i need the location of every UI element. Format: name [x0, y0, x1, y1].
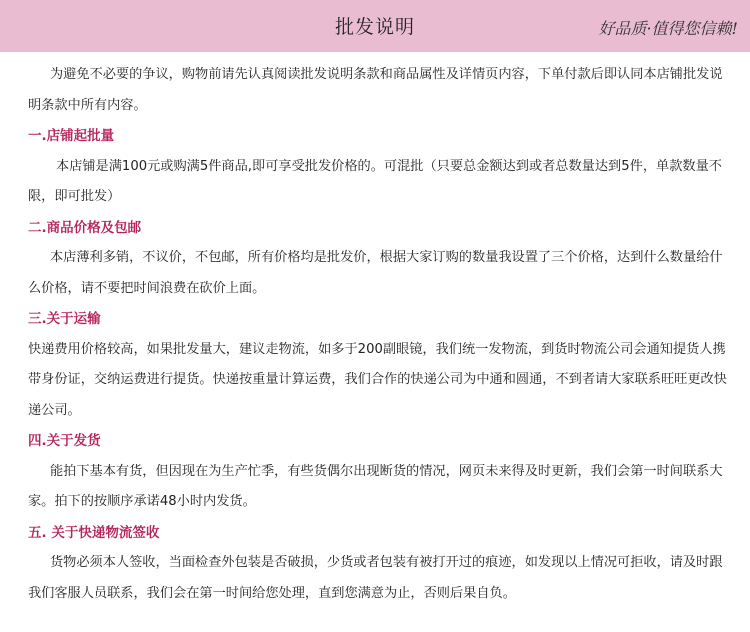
section-text-delivery: 能拍下基本有货，但因现在为生产忙季，有些货偶尔出现断货的情况，网页未来得及时更新，我们会第一时间联系大家。拍下的按顺序承诺48小时内发货。	[28, 463, 723, 509]
section-title-price-shipping: 二.商品价格及包邮	[28, 219, 142, 236]
page-title: 批发说明	[334, 16, 415, 38]
section-text-transport: 快递费用价格较高，如果批发量大，建议走物流，如多于200副眼镜，我们统一发物流，到货时物流公司会通知提货人携带身份证，交纳运费进行提货。快递按重量计算运费，我们合作的快递公司为中通和圆通，不到者请大家联系旺旺更改快递公司。	[28, 341, 727, 418]
section-text-min-order: 本店铺是满100元或购满5件商品,即可享受批发价格的。可混批（只要总金额达到或者总数量达到5件，单款数量不限，即可批发）	[28, 158, 722, 204]
section-text-price-shipping: 本店薄利多销，不议价，不包邮，所有价格均是批发价，根据大家订购的数量我设置了三个价格，达到什么数量给什么价格，请不要把时间浪费在砍价上面。	[28, 250, 723, 296]
section-text-signing: 货物必须本人签收，当面检查外包装是否破损，少货或者包装有被打开过的痕迹，如发现以上情况可拒收，请及时跟我们客服人员联系，我们会在第一时间给您处理，直到您满意为止，否则后果自负。	[28, 555, 723, 601]
section-title-delivery: 四.关于发货	[28, 433, 101, 449]
intro-paragraph: 为避免不必要的争议，购物前请先认真阅读批发说明条款和商品属性及详情页内容，下单付款后即认同本店铺批发说明条款中所有内容。	[28, 67, 723, 113]
document-body	[28, 60, 728, 609]
header-banner	[0, 0, 750, 52]
section-title-min-order: 一.店铺起批量	[28, 128, 115, 144]
slogan: 好品质·值得您信赖!	[598, 19, 738, 38]
section-title-transport: 三.关于运输	[28, 311, 101, 327]
section-title-signing: 五. 关于快递物流签收	[28, 524, 160, 541]
